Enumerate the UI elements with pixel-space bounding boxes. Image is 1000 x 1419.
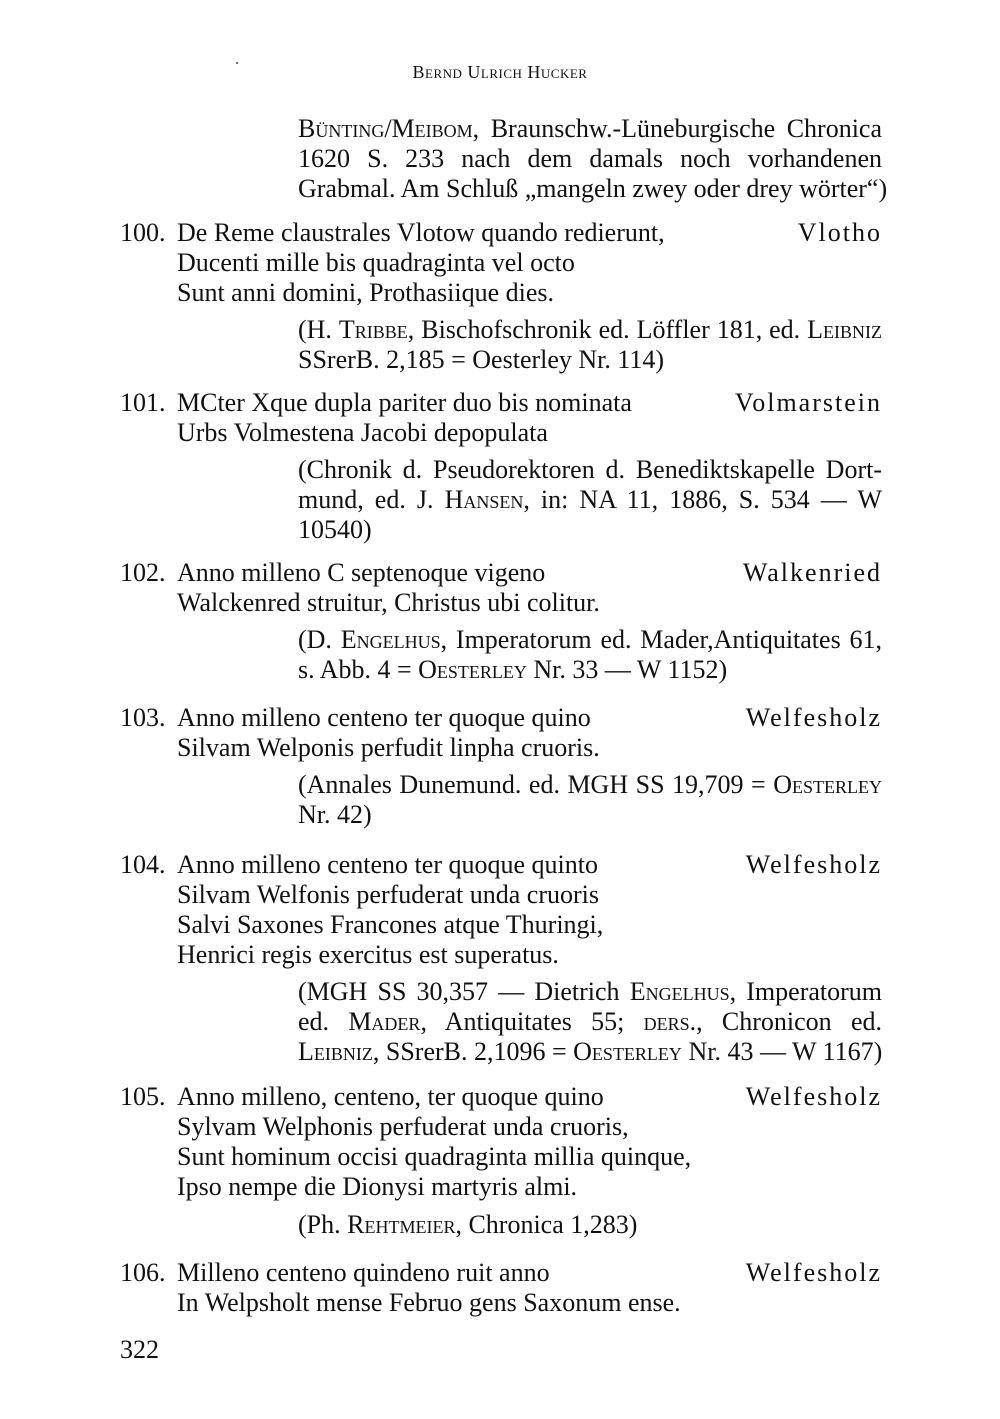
source-citation-line: 10540)	[298, 515, 372, 544]
place-name: Welfesholz	[745, 703, 882, 732]
verse-line: Anno milleno C septenoque vigeno	[177, 558, 546, 587]
place-name: Welfesholz	[745, 1258, 882, 1287]
source-citation-line: Nr. 42)	[298, 800, 372, 829]
entry-number: 106.	[120, 1258, 166, 1287]
verse-line: Sylvam Welphonis perfuderat unda cruoris,	[177, 1112, 629, 1141]
verse-line: In Welpsholt mense Februo gens Saxonum ense.	[177, 1288, 681, 1317]
place-name: Welfesholz	[745, 850, 882, 879]
place-name: Volmarstein	[734, 388, 882, 417]
intro-citation-line-2: 1620 S. 233 nach dem damals noch vorhandenen	[298, 144, 882, 173]
source-citation-line: (MGH SS 30,357 — Dietrich Engelhus, Imperatorum	[298, 977, 882, 1006]
entry-number: 100.	[120, 218, 166, 247]
place-name: Walkenried	[742, 558, 882, 587]
entry-number: 105.	[120, 1082, 166, 1111]
source-citation-line: (Ph. Rehtmeier, Chronica 1,283)	[298, 1210, 638, 1239]
verse-line: Henrici regis exercitus est superatus.	[177, 940, 559, 969]
source-citation-line: (Chronik d. Pseudorektoren d. Benediktskapelle Dort-	[298, 455, 882, 484]
source-citation-line: SSrerB. 2,185 = Oesterley Nr. 114)	[298, 345, 665, 374]
verse-line: Sunt hominum occisi quadraginta millia quinque,	[177, 1142, 692, 1171]
source-citation-line: (Annales Dunemund. ed. MGH SS 19,709 = Oesterley	[298, 770, 882, 799]
source-citation-line: mund, ed. J. Hansen, in: NA 11, 1886, S. 534 — W	[298, 485, 882, 514]
verse-line: Ducenti mille bis quadraginta vel octo	[177, 248, 575, 277]
source-citation-line: Leibniz, SSrerB. 2,1096 = Oesterley Nr. 43 — W 1167)	[298, 1037, 883, 1066]
intro-citation-line-1: Bünting/Meibom, Braunschw.-Lüneburgische Chronica	[298, 114, 882, 143]
entry-number: 103.	[120, 703, 166, 732]
entry-number: 102.	[120, 558, 166, 587]
page-number: 322	[120, 1335, 159, 1364]
verse-line: Walckenred struitur, Christus ubi colitur.	[177, 588, 600, 617]
verse-line: Ipso nempe die Dionysi martyris almi.	[177, 1172, 578, 1201]
intro-citation-line-3: Grabmal. Am Schluß „mangeln zwey oder drey wörter“)	[298, 174, 888, 203]
source-citation-line: s. Abb. 4 = Oesterley Nr. 33 — W 1152)	[298, 655, 728, 684]
verse-line: Anno milleno centeno ter quoque quino	[177, 703, 591, 732]
source-citation-line: (D. Engelhus, Imperatorum ed. Mader,Antiquitates 61,	[298, 625, 882, 654]
verse-line: Anno milleno centeno ter quoque quinto	[177, 850, 598, 879]
verse-line: Urbs Volmestena Jacobi depopulata	[177, 418, 548, 447]
verse-line: MCter Xque dupla pariter duo bis nominata	[177, 388, 632, 417]
running-head: Bernd Ulrich Hucker	[412, 62, 588, 82]
verse-line: Salvi Saxones Francones atque Thuringi,	[177, 910, 604, 939]
source-citation-line: (H. Tribbe, Bischofschronik ed. Löffler 181, ed. Leibniz	[298, 315, 883, 344]
entry-number: 104.	[120, 850, 166, 879]
entry-number: 101.	[120, 388, 166, 417]
verse-line: Silvam Welfonis perfuderat unda cruoris	[177, 880, 599, 909]
place-name: Vlotho	[797, 218, 882, 247]
verse-line: De Reme claustrales Vlotow quando redierunt,	[177, 218, 665, 247]
verse-line: Anno milleno, centeno, ter quoque quino	[177, 1082, 604, 1111]
source-citation-line: ed. Mader, Antiquitates 55; ders., Chronicon ed.	[298, 1007, 882, 1036]
verse-line: Silvam Welponis perfudit linpha cruoris.	[177, 733, 600, 762]
verse-line: Milleno centeno quindeno ruit anno	[177, 1258, 550, 1287]
place-name: Welfesholz	[745, 1082, 882, 1111]
verse-line: Sunt anni domini, Prothasiique dies.	[177, 278, 554, 307]
